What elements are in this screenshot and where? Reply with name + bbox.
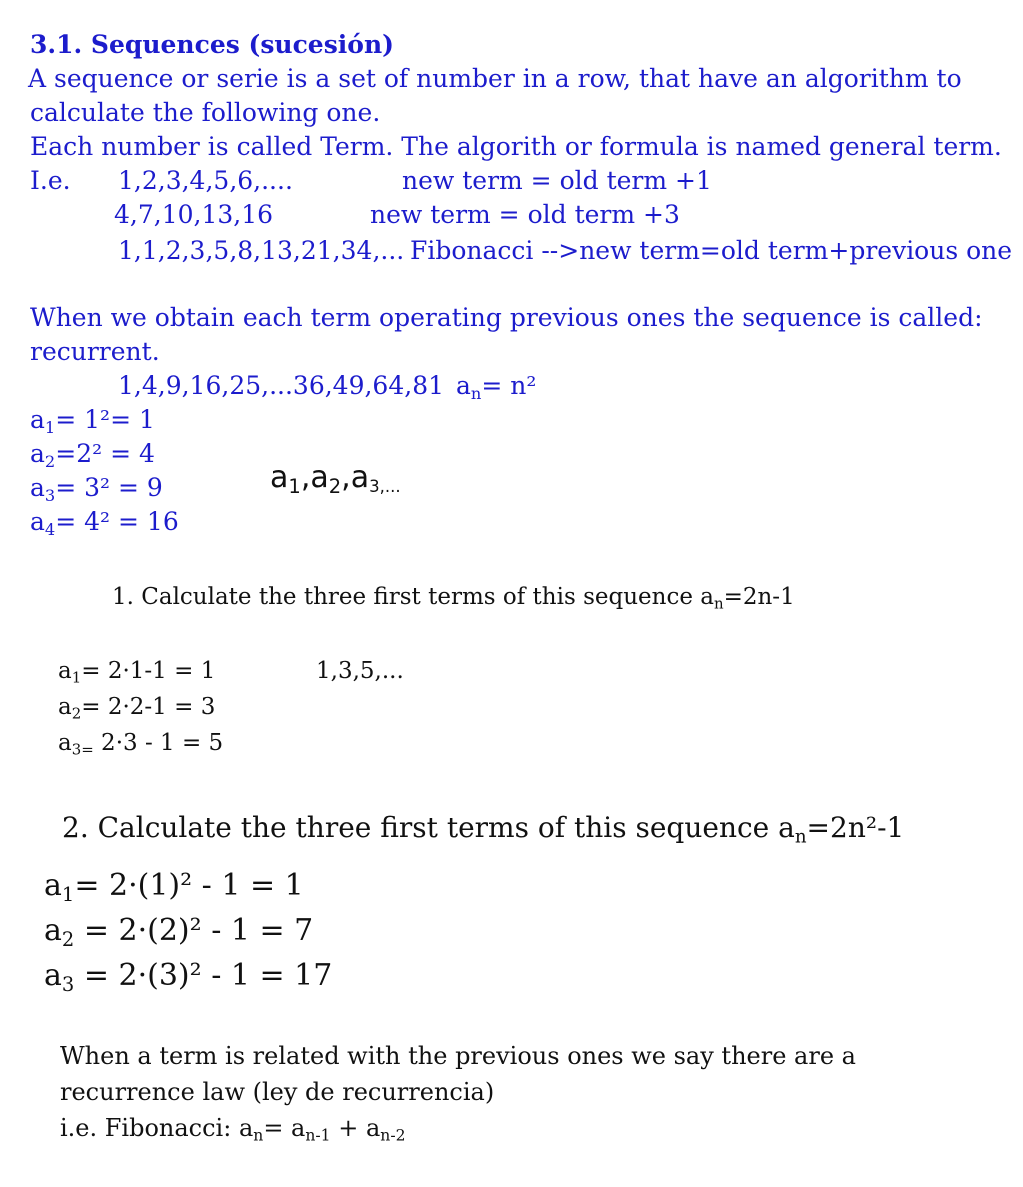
exercise-1-line-3: $a_{3=}$ 2·3 - 1 = 5 [58, 730, 224, 759]
term-notation: $a_1,a_2,a_{3,...}$ [270, 460, 401, 498]
squares-formula: $a_n= n^2$ [456, 371, 537, 403]
intro-line-3: Each number is called Term. The algorith or formula is named general term. [30, 132, 1002, 161]
example-1-rule: new term = old term +1 [402, 166, 712, 195]
recurrent-line-1: When we obtain each term operating previous ones the sequence is called: [30, 303, 983, 332]
square-term-4: $a_4= 4^2 = 16$ [30, 507, 179, 539]
exercise-2-line-2: $a_2 = 2\cdot(2)^2 - 1 = 7$ [44, 913, 314, 951]
square-term-1: $a_1= 1^2= 1$ [30, 405, 155, 437]
exercise-2-title: 2. Calculate the three first terms of this sequence $a_n=2n^2-1$ [62, 811, 905, 848]
recurrent-line-2: recurrent. [30, 337, 160, 366]
example-3-sequence: 1,1,2,3,5,8,13,21,34,... [118, 236, 405, 265]
recurrence-fibonacci-formula: i.e. Fibonacci: $a_n= a_{n-1} + a_{n-2}$ [60, 1114, 406, 1145]
section-title: 3.1. Sequences (sucesión) [30, 30, 394, 59]
example-2-sequence: 4,7,10,13,16 [114, 200, 274, 229]
exercise-1-line-2: $a_2= 2\cdot 2-1 = 3$ [58, 694, 216, 723]
squares-sequence: 1,4,9,16,25,...36,49,64,81 [118, 371, 445, 400]
square-term-3: $a_3= 3^2 = 9$ [30, 473, 163, 505]
exercise-2-line-3: $a_3 = 2\cdot(3)^2 - 1 = 17$ [44, 958, 333, 996]
intro-line-1: A sequence or serie is a set of number in a row, that have an algorithm to [28, 64, 962, 93]
exercise-1-line-1: $a_1= 2\cdot 1-1 = 1$ [58, 658, 216, 687]
recurrence-line-1: When a term is related with the previous ones we say there are a [60, 1042, 856, 1070]
exercise-2-line-1: $a_1= 2\cdot(1)^2 - 1 = 1$ [44, 868, 304, 906]
exercise-1-results: 1,3,5,... [316, 658, 404, 684]
example-3-rule: Fibonacci -->new term=old term+previous one [410, 236, 1013, 265]
exercise-1-title: 1. Calculate the three first terms of this sequence $a_n=2n-1$ [112, 584, 795, 613]
intro-line-2: calculate the following one. [30, 98, 381, 127]
example-1-sequence: 1,2,3,4,5,6,.... [118, 166, 293, 195]
square-term-2: $a_2=2^2 = 4$ [30, 439, 155, 471]
ie-label: I.e. [30, 166, 71, 195]
recurrence-line-2: recurrence law (ley de recurrencia) [60, 1078, 495, 1106]
example-2-rule: new term = old term +3 [370, 200, 680, 229]
